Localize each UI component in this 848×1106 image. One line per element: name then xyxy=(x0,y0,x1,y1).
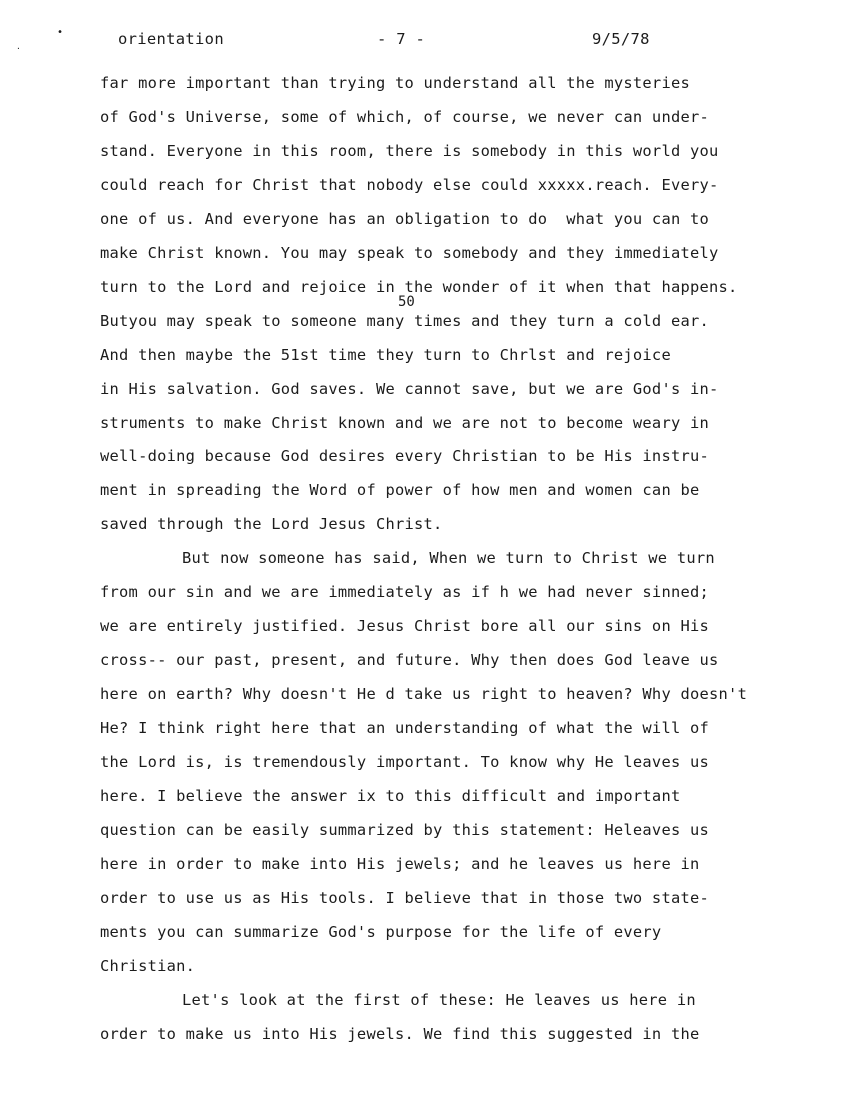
marginal-note: 50 xyxy=(398,294,415,310)
text-line: we are entirely justified. Jesus Christ bore all our sins on His xyxy=(100,617,710,635)
text-line: ment in spreading the Word of power of how men and women can be xyxy=(100,481,700,499)
text-line: the Lord is, is tremendously important. To know why He leaves us xyxy=(100,753,710,771)
margin-tick: · xyxy=(16,44,21,53)
text-line: one of us. And everyone has an obligation to do what you can to xyxy=(100,210,710,228)
text-line: struments to make Christ known and we are not to become weary in xyxy=(100,414,710,432)
text-line: Butyou may speak to someone many times and they turn a cold ear. xyxy=(100,312,710,330)
text-line: stand. Everyone in this room, there is somebody in this world you xyxy=(100,142,719,160)
text-line: And then maybe the 51st time they turn to Chrlst and rejoice xyxy=(100,346,671,364)
text-line: question can be easily summarized by this statement: Heleaves us xyxy=(100,821,710,839)
text-line: Let's look at the first of these: He leaves us here in xyxy=(182,991,696,1009)
text-line: order to make us into His jewels. We find this suggested in the xyxy=(100,1025,700,1043)
text-line: cross-- our past, present, and future. Why then does God leave us xyxy=(100,651,719,669)
header-title: orientation xyxy=(118,30,224,48)
text-line: order to use us as His tools. I believe that in those two state- xyxy=(100,889,710,907)
text-line: ments you can summarize God's purpose for the life of every xyxy=(100,923,662,941)
margin-dot: • xyxy=(57,27,64,38)
text-line: from our sin and we are immediately as if h we had never sinned; xyxy=(100,583,710,601)
header-date: 9/5/78 xyxy=(592,30,650,48)
text-line: of God's Universe, some of which, of course, we never can under- xyxy=(100,108,710,126)
text-line: here in order to make into His jewels; and he leaves us here in xyxy=(100,855,700,873)
text-line: here on earth? Why doesn't He d take us right to heaven? Why doesn't xyxy=(100,685,748,703)
text-line: make Christ known. You may speak to somebody and they immediately xyxy=(100,244,719,262)
text-line: well-doing because God desires every Christian to be His instru- xyxy=(100,447,710,465)
text-line: here. I believe the answer ix to this difficult and important xyxy=(100,787,681,805)
text-line: saved through the Lord Jesus Christ. xyxy=(100,515,443,533)
text-line: in His salvation. God saves. We cannot save, but we are God's in- xyxy=(100,380,719,398)
page-number: - 7 - xyxy=(377,30,426,48)
text-line: But now someone has said, When we turn to Christ we turn xyxy=(182,549,715,567)
text-line: He? I think right here that an understanding of what the will of xyxy=(100,719,710,737)
text-line: far more important than trying to understand all the mysteries xyxy=(100,74,690,92)
text-line: Christian. xyxy=(100,957,196,975)
text-line: could reach for Christ that nobody else could xxxxx.reach. Every- xyxy=(100,176,719,194)
text-line: turn to the Lord and rejoice in the wonder of it when that happens. xyxy=(100,278,738,296)
